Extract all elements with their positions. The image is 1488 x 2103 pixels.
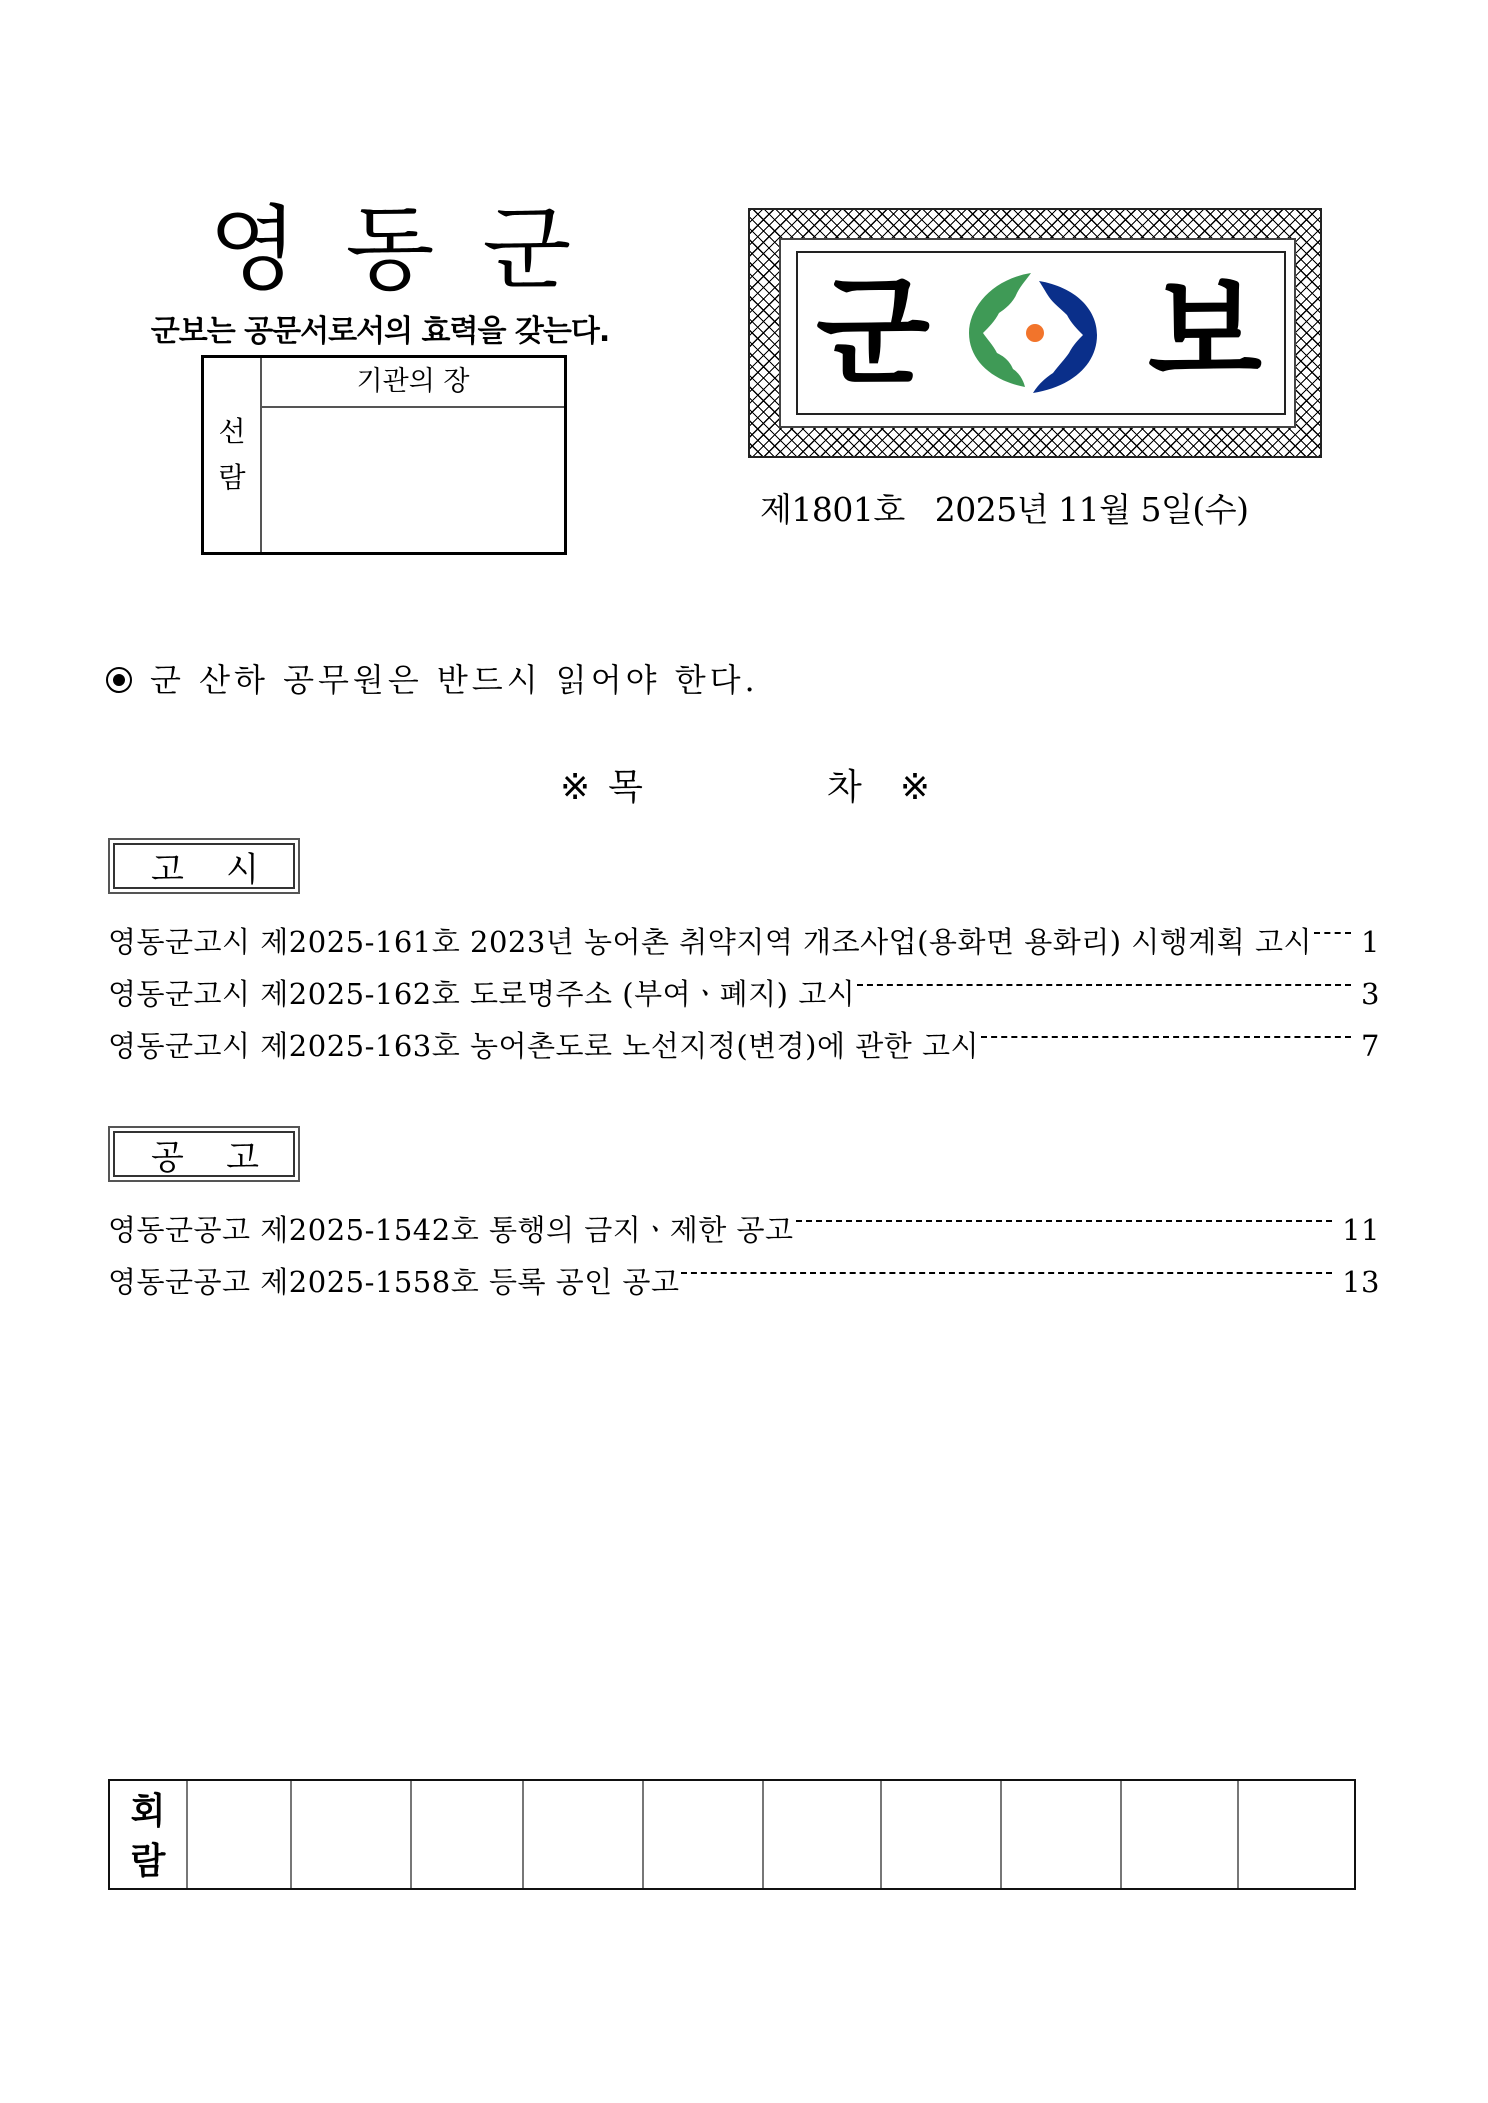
approval-head-label: 기관의 장 <box>262 358 564 408</box>
toc-entry-page: 7 <box>1361 1029 1380 1063</box>
signature-cell[interactable] <box>644 1781 764 1888</box>
section-label-gonggo <box>108 1126 300 1182</box>
gunbo-banner <box>748 208 1322 458</box>
signature-cell[interactable] <box>764 1781 882 1888</box>
validity-note: 군보는 공문서로서의 효력을 갖는다. <box>150 314 610 349</box>
toc-entry-page: 11 <box>1342 1213 1380 1247</box>
signature-cell[interactable] <box>1239 1781 1354 1888</box>
toc-title-char: 차 <box>827 767 862 808</box>
circulation-label <box>110 1781 188 1888</box>
toc-entry-page: 13 <box>1342 1265 1380 1299</box>
signature-cell[interactable] <box>188 1781 292 1888</box>
toc-title-char: 목 <box>608 767 643 808</box>
mandatory-read-notice <box>106 655 759 705</box>
dot-leader <box>981 1012 1351 1056</box>
reference-mark-icon: ※ <box>899 767 930 808</box>
approval-side-char: 선 <box>218 415 246 448</box>
signature-cell[interactable] <box>1122 1781 1239 1888</box>
circulation-label-char: 회 <box>130 1791 166 1832</box>
toc-entry-title: 영동군고시 제2025-161호 2023년 농어촌 취약지역 개조사업(용화면 용화리) 시행계획 고시 <box>108 925 1313 959</box>
toc-entry-title: 영동군공고 제2025-1542호 통행의 금지ㆍ제한 공고 <box>108 1213 794 1247</box>
toc-entry[interactable] <box>108 1196 1380 1252</box>
banner-char-bo: 보 <box>1148 263 1262 401</box>
toc-entry-page: 3 <box>1361 977 1380 1011</box>
toc-entry[interactable] <box>108 908 1380 964</box>
section-label-char: 공 <box>151 1137 184 1178</box>
emblem-icon <box>963 269 1103 395</box>
dot-leader <box>796 1196 1333 1240</box>
toc-entry-title: 영동군공고 제2025-1558호 등록 공인 공고 <box>108 1265 680 1299</box>
toc-entry-title: 영동군고시 제2025-163호 농어촌도로 노선지정(변경)에 관한 고시 <box>108 1029 979 1063</box>
section-label-gosi <box>108 838 300 894</box>
bullseye-icon <box>106 667 132 693</box>
signature-cell[interactable] <box>524 1781 644 1888</box>
circulation-table <box>108 1779 1356 1890</box>
circulation-label-char: 람 <box>130 1841 166 1882</box>
approval-box <box>201 355 567 555</box>
toc-entry-title: 영동군고시 제2025-162호 도로명주소 (부여ㆍ폐지) 고시 <box>108 977 856 1011</box>
toc-entry[interactable] <box>108 960 1380 1016</box>
section-label-char: 시 <box>226 849 259 890</box>
banner-inner <box>779 238 1296 428</box>
issue-number: 제1801호 <box>760 490 905 529</box>
banner-frame <box>796 251 1286 415</box>
dot-leader <box>857 960 1351 1004</box>
signature-cell[interactable] <box>1002 1781 1122 1888</box>
notice-text: 군 산하 공무원은 반드시 읽어야 한다. <box>150 661 759 699</box>
banner-char-gun: 군 <box>816 263 930 401</box>
county-title: 영동군 <box>208 196 620 303</box>
section-label-char: 고 <box>226 1137 259 1178</box>
issue-line <box>760 485 1320 535</box>
issue-date: 2025년 11월 5일(수) <box>934 490 1249 529</box>
toc-entry[interactable] <box>108 1012 1380 1068</box>
signature-cell[interactable] <box>292 1781 412 1888</box>
toc-entry[interactable] <box>108 1248 1380 1304</box>
approval-side-char: 람 <box>218 461 246 494</box>
dot-leader <box>681 1248 1332 1292</box>
dot-leader <box>1314 908 1351 952</box>
signature-cell[interactable] <box>412 1781 524 1888</box>
toc-title <box>560 763 930 813</box>
section-label-char: 고 <box>151 849 184 890</box>
toc-entry-page: 1 <box>1361 925 1380 959</box>
signature-cell[interactable] <box>882 1781 1002 1888</box>
reference-mark-icon: ※ <box>560 767 591 808</box>
approval-side-label <box>204 358 262 552</box>
